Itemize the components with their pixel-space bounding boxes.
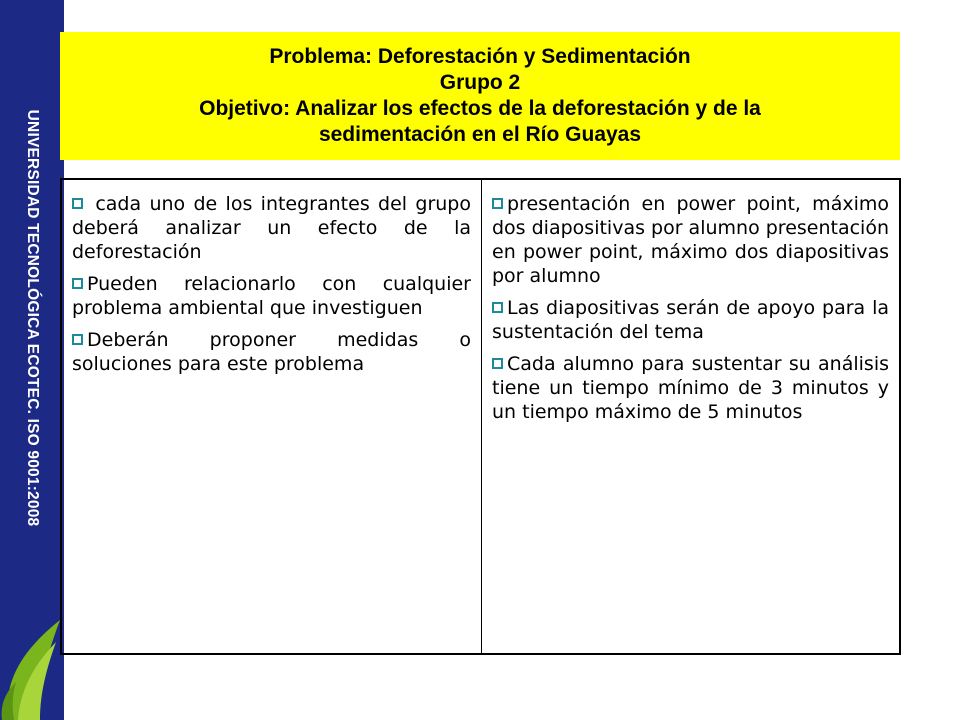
left-column	[62, 180, 482, 653]
list-item: Deberán proponer medidas o soluciones para este problema	[72, 329, 471, 375]
problem-title: Problema: Deforestación y Sedimentación	[269, 45, 691, 68]
list-item: presentación en power point, máximo dos diapositivas por alumno presentación en power point, máximo dos diapositivas por alumno	[492, 193, 889, 287]
square-bullet-icon	[492, 302, 503, 313]
square-bullet-icon	[72, 278, 83, 289]
group-label: Grupo 2	[439, 71, 521, 94]
university-name: UNIVERSIDAD TECNOLÓGICA ECOTEC. ISO 9001:2008	[24, 109, 41, 527]
list-item: Pueden relacionarlo con cualquier problema ambiental que investiguen	[72, 273, 471, 319]
square-bullet-icon	[72, 198, 83, 209]
ecotec-leaf-logo	[0, 612, 64, 720]
sidebar	[0, 0, 64, 720]
title-banner	[60, 32, 900, 160]
objective-line-2: sedimentación en el Río Guayas	[318, 123, 642, 146]
list-item: Las diapositivas serán de apoyo para la sustentación del tema	[492, 297, 889, 343]
list-item: cada uno de los integrantes del grupo deberá analizar un efecto de la deforestación	[72, 193, 471, 263]
list-item: Cada alumno para sustentar su análisis tiene un tiempo mínimo de 3 minutos y un tiempo máximo de 5 minutos	[492, 353, 889, 423]
right-column	[482, 180, 899, 653]
objective-line-1: Objetivo: Analizar los efectos de la deforestación y de la	[199, 97, 761, 120]
square-bullet-icon	[72, 334, 83, 345]
instructions-table	[60, 178, 901, 655]
square-bullet-icon	[492, 198, 503, 209]
square-bullet-icon	[492, 358, 503, 369]
